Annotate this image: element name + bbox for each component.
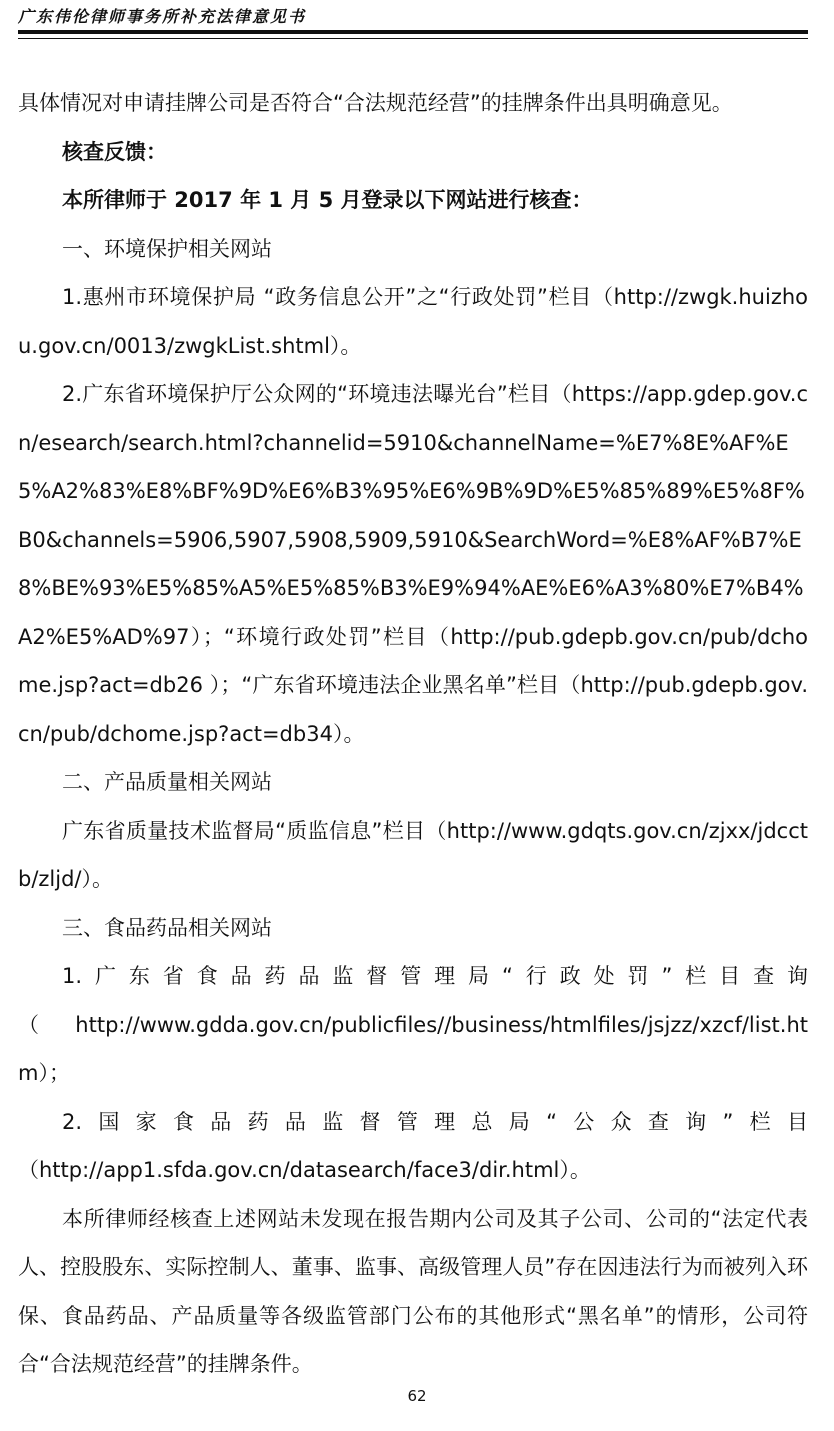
document-body — [18, 79, 808, 1389]
section-2-item-1: 广东省质量技术监督局“质监信息”栏目（http://www.gdqts.gov.cn/zjxx/jdcctb/zljd/）。 — [18, 818, 808, 891]
page-header — [18, 6, 808, 39]
section-2-title: 二、产品质量相关网站 — [62, 770, 272, 794]
section-1-item-2: 2.广东省环境保护厅公众网的“环境违法曝光台”栏目（https://app.gdep.gov.cn/esearch/search.html?channelid=5910&channelName=%E7%8E%AF%E5%A2%83%E8%BF%9D%E6%B3%95%E6%9B%9D%E5%85%89%E5%8F%B0&channels=5906,5907,5908,5909,5910&SearchWord=%E8%AF%B7%E8%BE%93%E5%85%A5%E5%85%B3%E9%94%AE%E6%A3%80%E7%B4%A2%E5%AD%97）；“环境行政处罚”栏目（http://pub.gdepb.gov.cn/pub/dchome.jsp?act=db26 ）；“广东省环境违法企业黑名单”栏目（http://pub.gdepb.gov.cn/pub/dchome.jsp?act=db34）。 — [18, 382, 808, 746]
header-rule-thin — [18, 38, 808, 39]
header-rule-thick — [18, 30, 808, 34]
section-1-item-1: 1.惠州市环境保护局 “政务信息公开”之“行政处罚”栏目（http://zwgk.huizhou.gov.cn/0013/zwgkList.shtml）。 — [18, 285, 808, 358]
feedback-heading: 核查反馈： — [62, 139, 167, 164]
page-number: 62 — [407, 1387, 427, 1405]
section-3-title: 三、食品药品相关网站 — [62, 915, 272, 940]
section-3-item-2-title: 2.国家食品药品监督管理总局“公众查询”栏目 — [62, 1109, 808, 1134]
section-3-item-1-title: 1.广东省食品药品监督管理局“行政处罚”栏目查询 — [62, 964, 808, 988]
conclusion-paragraph: 本所律师经核查上述网站未发现在报告期内公司及其子公司、公司的“法定代表人、控股股东、实际控制人、董事、监事、高级管理人员”存在因违法行为而被列入环保、食品药品、产品质量等各级监管部门公布的其他形式“黑名单”的情形，公司符合“合法规范经营”的挂牌条件。 — [18, 1206, 808, 1376]
check-statement: 本所律师于 2017 年 1 月 5 月登录以下网站进行核查： — [62, 188, 593, 212]
section-3-item-1-url: （http://www.gdda.gov.cn/publicfiles//business/htmlfiles/jsjzz/xzcf/list.htm）； — [18, 1012, 808, 1085]
intro-paragraph: 具体情况对申请挂牌公司是否符合“合法规范经营”的挂牌条件出具明确意见。 — [18, 91, 733, 115]
section-1-title: 一、环境保护相关网站 — [62, 236, 272, 261]
header-title: 广东伟伦律师事务所补充法律意见书 — [18, 7, 307, 26]
section-3-item-2-url: （http://app1.sfda.gov.cn/datasearch/face3/dir.html）。 — [18, 1158, 591, 1182]
